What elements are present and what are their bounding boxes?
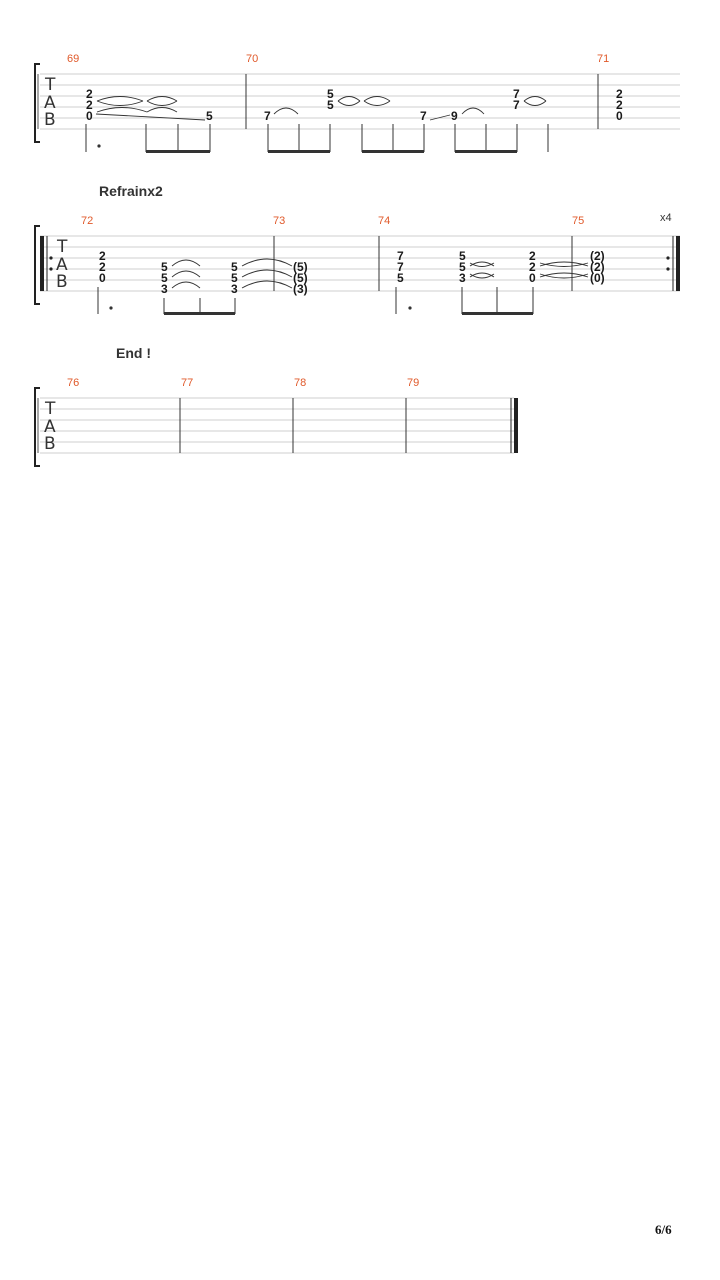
fret-number: 5 [161,271,168,285]
fret-number: 5 [459,249,466,263]
fret-number: 5 [206,109,213,123]
fret-number: 2 [529,249,536,263]
measure-number: 78 [294,377,307,389]
fret-number: 7 [513,98,520,112]
fret-number: (2) [590,260,605,274]
rhythm-beams [164,312,533,315]
fret-number: 2 [99,260,106,274]
fret-number: 2 [616,87,623,101]
fret-number: 0 [86,109,93,123]
fret-number: 0 [529,271,536,285]
measure-number: 71 [597,53,610,65]
fret-number: 7 [513,87,520,101]
tab-letter-b: B [44,434,56,454]
measure-number: 70 [246,53,259,65]
dot [97,144,100,147]
fret-number: 7 [397,260,404,274]
fret-number: 5 [231,271,238,285]
tab-letter-t: T [45,399,56,419]
fret-number: 3 [231,282,238,296]
tab-letter-t: T [45,75,56,95]
measure-number: 74 [378,215,391,227]
repeat-count: x4 [660,212,672,224]
measure-number: 72 [81,215,94,227]
fret-number: 7 [264,109,271,123]
fret-number: 0 [99,271,106,285]
fret-number: 7 [420,109,427,123]
fret-number: 9 [451,109,458,123]
tie-marks [96,97,205,121]
tab-letter-b: B [56,272,68,292]
section-label-end: End ! [116,345,151,361]
measure-number: 75 [572,215,585,227]
fret-number: 2 [616,98,623,112]
tab-letter-a: A [44,93,56,113]
page-number: 6/6 [655,1222,672,1237]
fret-number: (5) [293,260,308,274]
fret-number: 5 [327,87,334,101]
fret-number: 2 [86,87,93,101]
tab-letter-a: A [44,417,56,437]
fret-number: 3 [459,271,466,285]
fret-number: (5) [293,271,308,285]
tie-marks [274,97,546,121]
fret-number: (0) [590,271,605,285]
fret-number: 5 [459,260,466,274]
measure-number: 79 [407,377,420,389]
fret-number: (2) [590,249,605,263]
system-2 [35,212,680,315]
tab-letter-b: B [44,110,56,130]
fret-number: 5 [231,260,238,274]
fret-number: 3 [161,282,168,296]
fret-number: (3) [293,282,308,296]
system-1 [35,53,680,153]
system-2-bracket [35,226,40,304]
section-label-refrain: Refrainx2 [99,183,163,199]
measure-number: 76 [67,377,80,389]
system-3 [35,377,518,466]
fret-number: 7 [397,249,404,263]
measure-number: 69 [67,53,80,65]
fret-number: 2 [529,260,536,274]
rhythm-stems [86,124,548,152]
tab-letter-t: T [57,237,68,257]
rhythm-beams [146,150,517,153]
repeat-end-bar [676,236,680,291]
fret-number: 5 [327,98,334,112]
tab-letter-a: A [56,255,68,275]
fret-number: 2 [99,249,106,263]
fret-number: 5 [397,271,404,285]
fret-number: 5 [161,260,168,274]
repeat-start-bar [40,236,44,291]
measure-number: 73 [273,215,286,227]
measure-number: 77 [181,377,194,389]
fret-number: 2 [86,98,93,112]
fret-number: 0 [616,109,623,123]
final-barline-thick [514,398,518,453]
